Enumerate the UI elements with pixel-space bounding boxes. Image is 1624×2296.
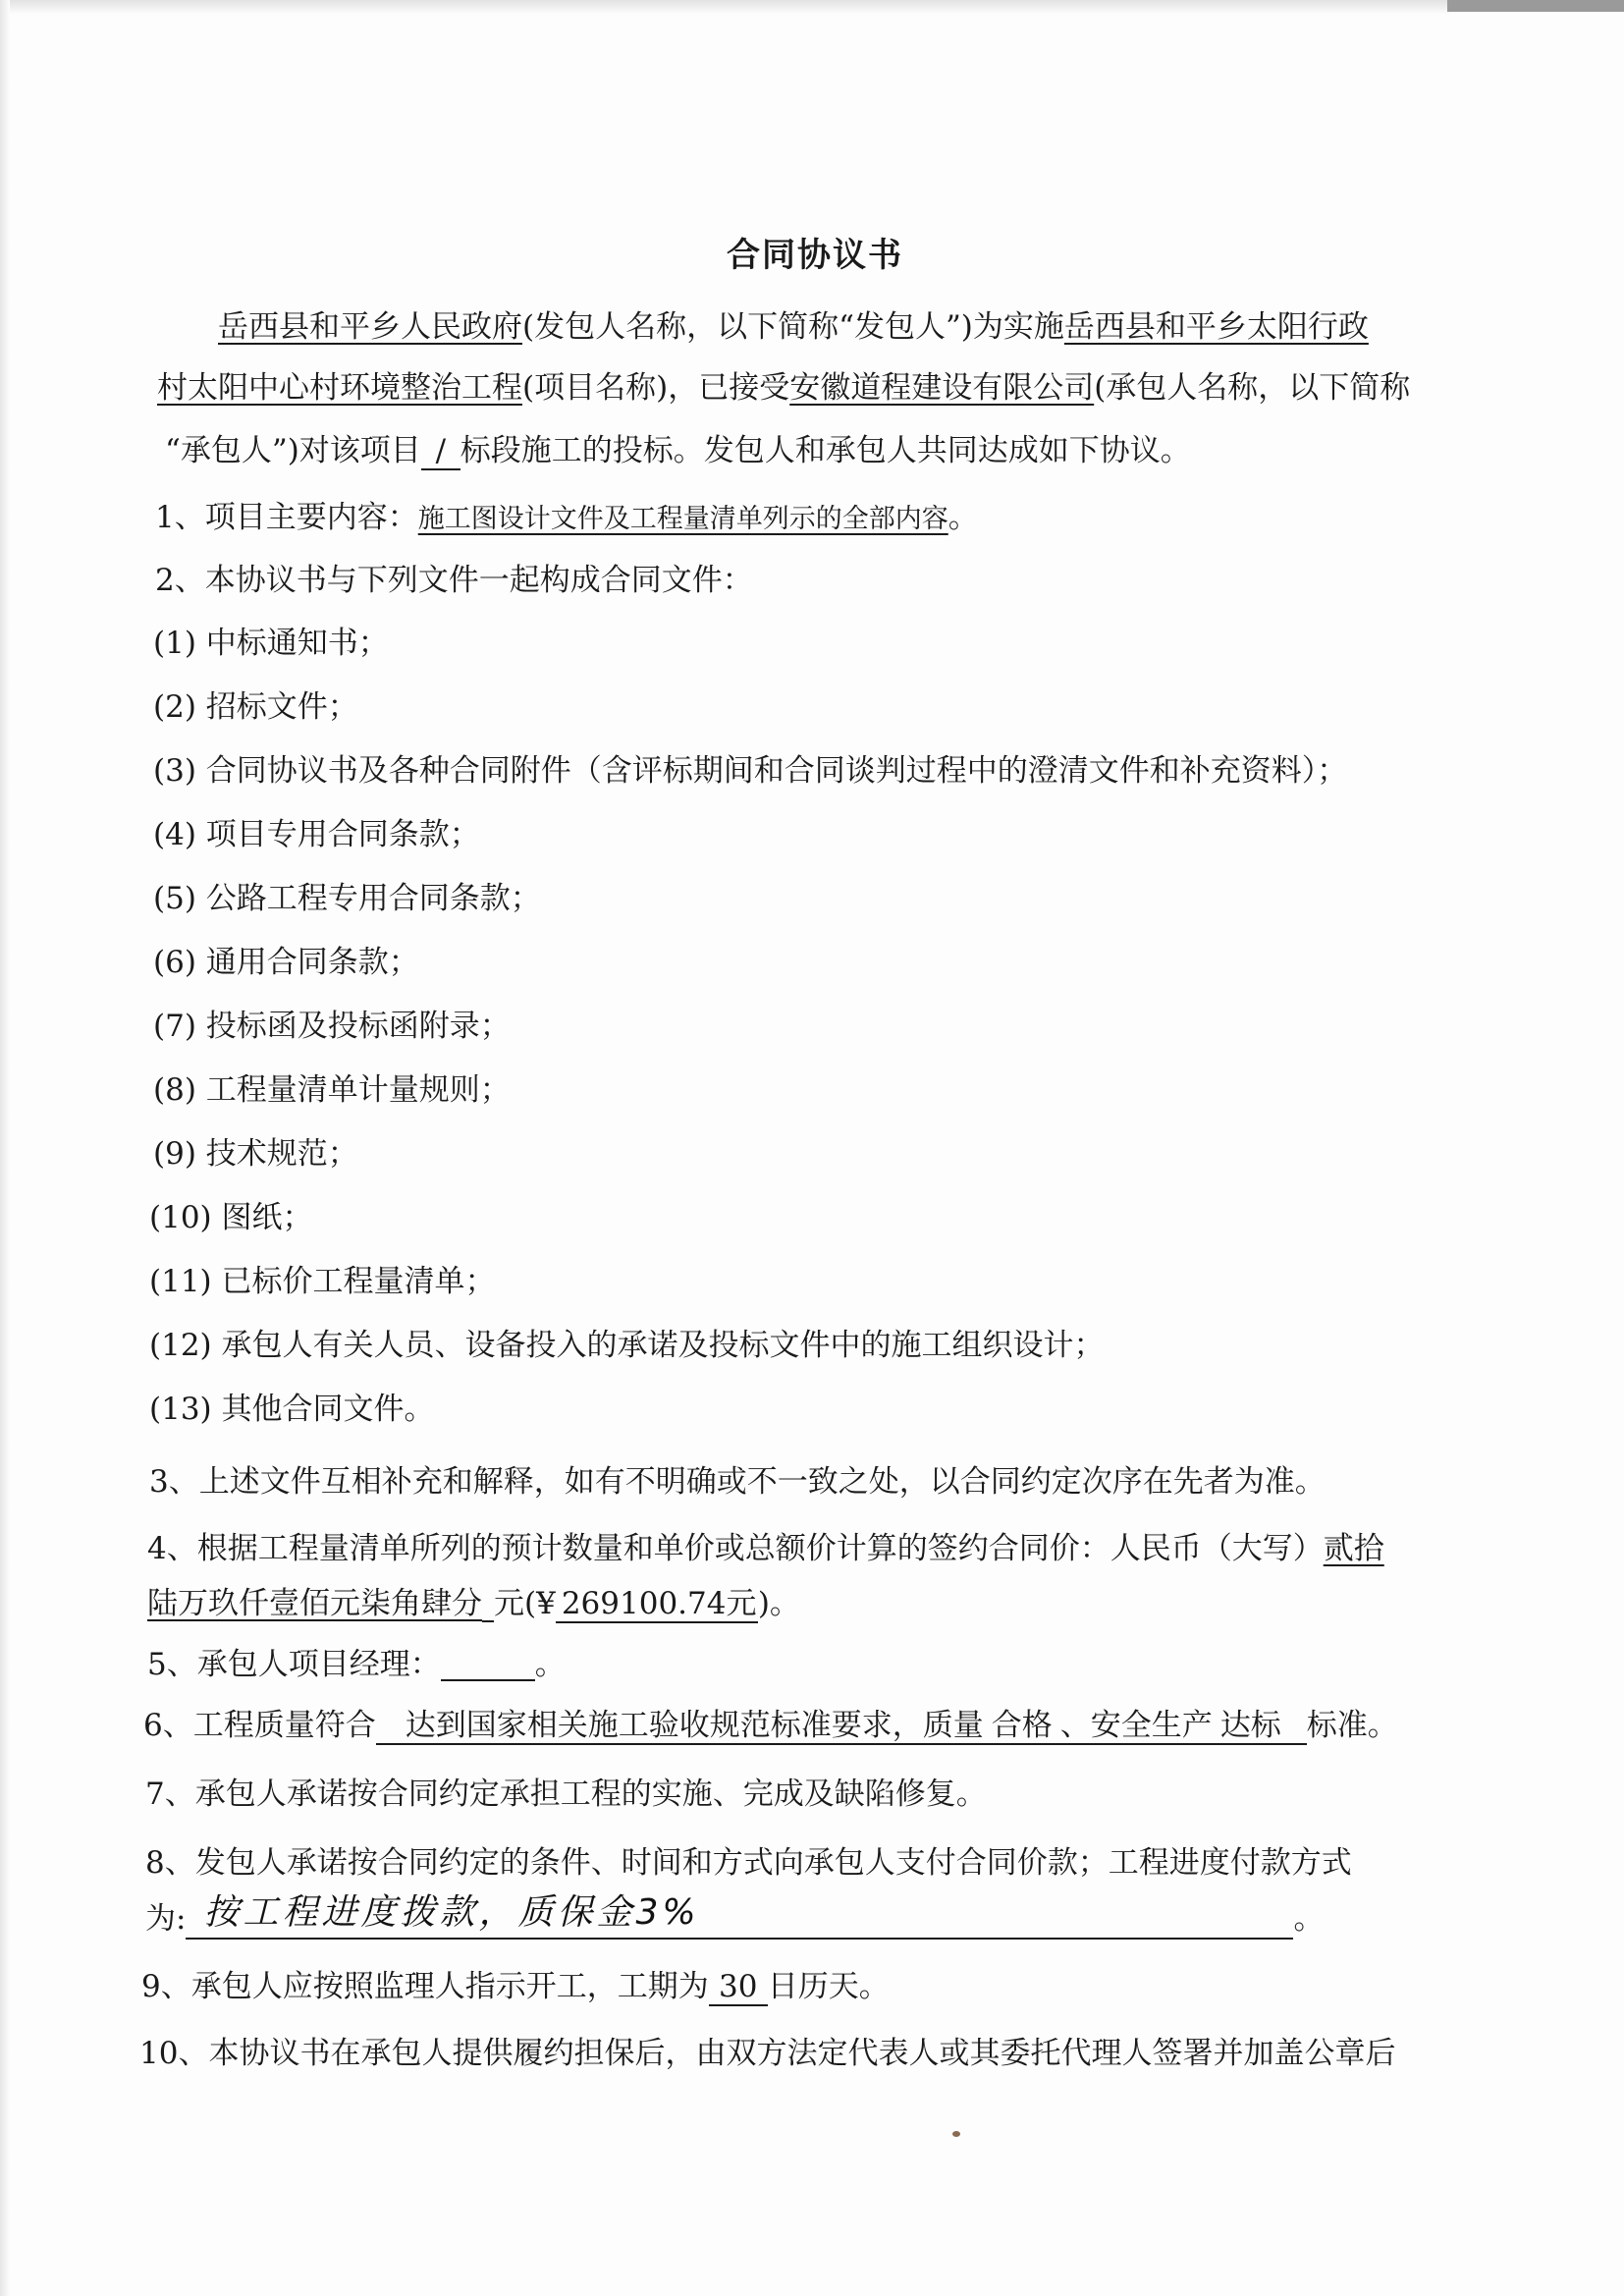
clause-8-line-1: 8、发包人承诺按合同约定的条件、时间和方式向承包人支付合同价款；工程进度付款方式 <box>145 1845 1352 1881</box>
clause-4-text: 4、根据工程量清单所列的预计数量和单价或总额价计算的签约合同价：人民币（大写） <box>147 1531 1324 1566</box>
safety-grade: 达标 <box>1219 1708 1281 1743</box>
quality-grade: 合格 <box>991 1708 1053 1743</box>
payment-method-field <box>186 1889 1293 1940</box>
employer-note: (发包人名称，以下简称“发包人”)为实施 <box>522 309 1064 345</box>
preamble-line-2 <box>157 367 1492 409</box>
document-list-item: (9) 技术规范； <box>153 1136 358 1172</box>
preamble-line3-after: 标段施工的投标。发包人和承包人共同达成如下协议。 <box>460 433 1191 468</box>
document-list-item: (12) 承包人有关人员、设备投入的承诺及投标文件中的施工组织设计； <box>149 1328 1105 1363</box>
clause-5-end: 。 <box>534 1647 566 1682</box>
clause-4-line-2 <box>147 1583 1483 1624</box>
document-list-item: (11) 已标价工程量清单； <box>149 1264 496 1299</box>
document-list-item: (3) 合同协议书及各种合同附件（含评标期间和合同谈判过程中的澄清文件和补充资料）； <box>153 753 1348 789</box>
document-list-item: (4) 项目专用合同条款； <box>153 817 480 852</box>
project-name-part1: 岳西县和平乡太阳行政 <box>1063 309 1369 345</box>
clause-1-end: 。 <box>947 500 979 535</box>
amount-words-underline-tail <box>482 1587 494 1622</box>
clause-2: 2、本协议书与下列文件一起构成合同文件： <box>155 563 753 598</box>
project-note: (项目名称)，已接受 <box>522 370 790 406</box>
document-list-item: (7) 投标函及投标函附录； <box>153 1009 511 1044</box>
clause-1 <box>155 497 1490 540</box>
scan-speck <box>952 2131 960 2137</box>
clause-8-line-2 <box>145 1889 1481 1946</box>
clause-6-requirement <box>376 1708 1307 1745</box>
yuan-open: 元(¥ <box>494 1586 556 1621</box>
clause-4-close: )。 <box>757 1586 800 1621</box>
preamble-line-3 <box>165 430 1500 471</box>
document-list-item: (13) 其他合同文件。 <box>149 1392 435 1427</box>
amount-words-part1: 贰拾 <box>1323 1531 1384 1566</box>
clause-9-before: 9、承包人应按照监理人指示开工，工期为 <box>141 1969 709 2004</box>
project-name-part2: 村太阳中心村环境整治工程 <box>157 370 522 406</box>
clause-3: 3、上述文件互相补充和解释，如有不明确或不一致之处，以合同约定次序在先者为准。 <box>149 1464 1326 1500</box>
clause-5 <box>147 1644 1483 1685</box>
preamble-line-1 <box>218 306 1483 348</box>
payment-method-handwritten: 按工程进度拨款，质保金3% <box>203 1892 700 1933</box>
clause-1-value: 施工图设计文件及工程量清单列示的全部内容 <box>417 504 948 534</box>
clause-1-label: 1、项目主要内容： <box>155 500 418 535</box>
clause-6-value-a: 达到国家相关施工验收规范标准要求，质量 <box>405 1708 984 1743</box>
clause-10: 10、本协议书在承包人提供履约担保后，由双方法定代表人或其委托代理人签署并加盖公章后 <box>139 2036 1396 2071</box>
scan-edge-left <box>0 0 10 2296</box>
clause-5-label: 5、承包人项目经理： <box>147 1647 441 1682</box>
preamble-line3-before: “承包人”)对该项目 <box>165 433 421 468</box>
clause-8-label: 为: <box>145 1901 187 1937</box>
contractor-note: (承包人名称，以下简称 <box>1094 370 1411 406</box>
clause-7: 7、承包人承诺按合同约定承担工程的实施、完成及缺陷修复。 <box>145 1777 987 1812</box>
amount-words-part2: 陆万玖仟壹佰元柒角肆分 <box>147 1586 482 1621</box>
document-list-item: (6) 通用合同条款； <box>153 945 419 980</box>
clause-8-end: 。 <box>1293 1901 1325 1937</box>
construction-period-days: 30 <box>709 1969 768 2006</box>
document-list-item: (5) 公路工程专用合同条款； <box>153 881 541 916</box>
clause-6-label: 6、工程质量符合 <box>143 1708 376 1743</box>
project-manager-blank <box>441 1652 535 1681</box>
contract-page <box>139 0 1483 2296</box>
document-list-item: (10) 图纸； <box>149 1200 313 1235</box>
clause-9-after: 日历天。 <box>767 1969 890 2004</box>
document-title: 合同协议书 <box>727 236 903 275</box>
clause-6 <box>143 1705 1479 1746</box>
document-list-item: (2) 招标文件； <box>153 689 358 725</box>
clause-6-value-b: 、安全生产 <box>1059 1708 1213 1743</box>
employer-name: 岳西县和平乡人民政府 <box>218 309 522 345</box>
document-list-item: (8) 工程量清单计量规则； <box>153 1072 511 1108</box>
clause-4-line-1 <box>147 1528 1483 1569</box>
document-list-item: (1) 中标通知书； <box>153 626 389 661</box>
section-number: / <box>421 433 460 470</box>
clause-6-end: 标准。 <box>1306 1708 1398 1743</box>
contractor-name: 安徽道程建设有限公司 <box>789 370 1095 406</box>
amount-figures: 269100.74元 <box>556 1586 758 1623</box>
clause-9 <box>141 1966 1477 2007</box>
